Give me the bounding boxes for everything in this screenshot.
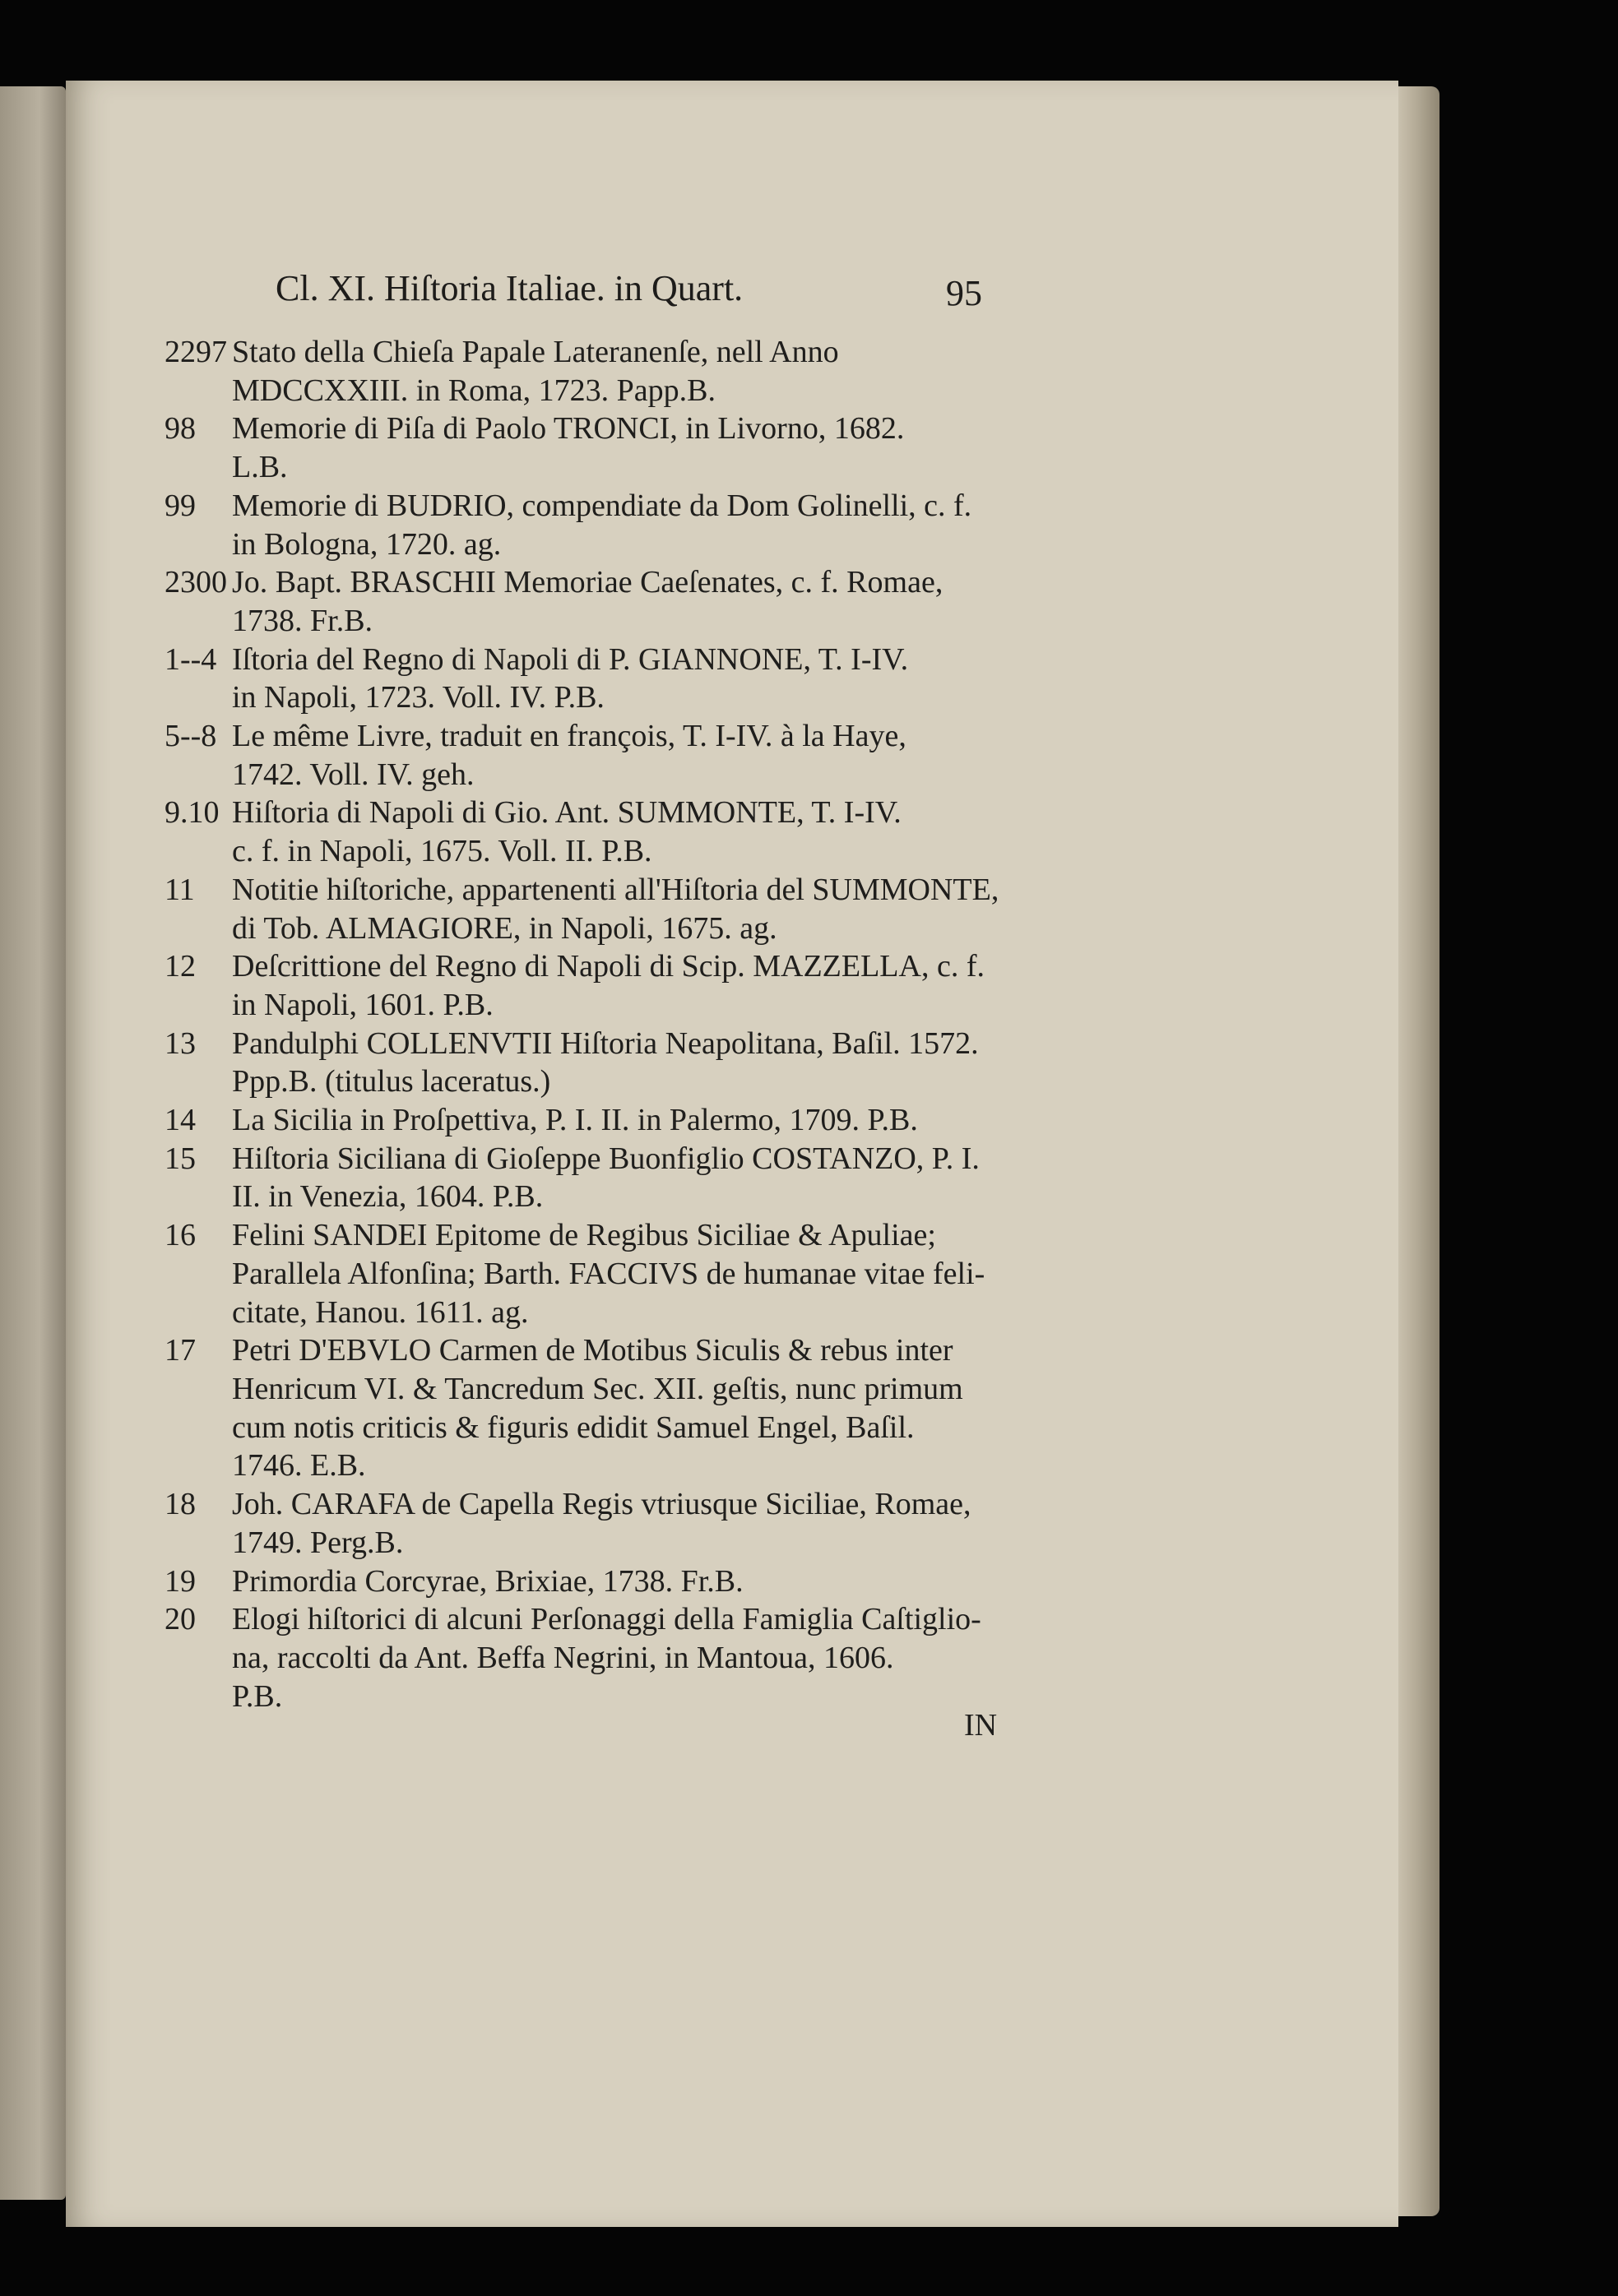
- entry-line: Deſcrittione del Regno di Napoli di Scip. MAZZELLA, c. f.: [232, 949, 985, 984]
- page-fore-edge: [1398, 86, 1440, 2216]
- entry-number: 9.10: [165, 795, 220, 831]
- entry-number: 18: [165, 1487, 196, 1522]
- entry-number: 15: [165, 1141, 196, 1176]
- catchword: IN: [964, 1708, 998, 1743]
- catalog-entry: [165, 947, 1012, 1024]
- entry-line: in Napoli, 1723. Voll. IV. P.B.: [232, 680, 605, 715]
- entry-number: 1--4: [165, 641, 217, 677]
- header-title: Cl. XI. Hiſtoria Italiae. in Quart.: [276, 268, 744, 308]
- entry-line: c. f. in Napoli, 1675. Voll. II. P.B.: [232, 834, 652, 869]
- entry-line: in Bologna, 1720. ag.: [232, 526, 502, 562]
- entry-line: Joh. CARAFA de Capella Regis vtriusque Siciliae, Romae,: [232, 1487, 971, 1522]
- entry-text: [232, 794, 1012, 870]
- entry-number: 98: [165, 411, 196, 447]
- entry-line: P.B.: [232, 1678, 283, 1714]
- entry-line: MDCCXXIII. in Roma, 1723. Papp.B.: [232, 373, 716, 408]
- running-header: [276, 267, 1098, 325]
- entry-line: L.B.: [232, 450, 288, 485]
- entry-line: Elogi hiſtorici di alcuni Perſonaggi della Famiglia Caſtiglio-: [232, 1602, 981, 1637]
- entry-number: 2300: [165, 565, 227, 600]
- catalog-entry: [165, 1140, 1012, 1216]
- entry-text: [232, 1485, 1012, 1562]
- entry-line: citate, Hanou. 1611. ag.: [232, 1294, 529, 1330]
- entry-line: na, raccolti da Ant. Beffa Negrini, in Mantoua, 1606.: [232, 1640, 894, 1675]
- entry-line: Hiſtoria Siciliana di Gioſeppe Buonfiglio COSTANZO, P. I.: [232, 1141, 980, 1176]
- catalog-entry: [165, 1025, 1012, 1101]
- entry-line: di Tob. ALMAGIORE, in Napoli, 1675. ag.: [232, 910, 777, 946]
- entry-text: [232, 410, 1012, 486]
- entry-line: Henricum VI. & Tancredum Sec. XII. geſtis, nunc primum: [232, 1371, 963, 1406]
- facing-page-edge: [0, 86, 66, 2200]
- entry-text: [232, 1562, 1012, 1601]
- entry-number: 14: [165, 1103, 196, 1138]
- entry-text: [232, 1101, 1012, 1140]
- catalog-entry: [165, 717, 1012, 794]
- catalog-entry: [165, 1562, 1012, 1601]
- catalog-entry: [165, 794, 1012, 870]
- entry-number: 17: [165, 1333, 196, 1368]
- entry-text: [232, 1025, 1012, 1101]
- entry-number: 12: [165, 949, 196, 984]
- entry-text: [232, 563, 1012, 640]
- entry-line: Stato della Chieſa Papale Lateranenſe, nell Anno: [232, 335, 839, 369]
- entry-text: [232, 1140, 1012, 1216]
- entry-line: II. in Venezia, 1604. P.B.: [232, 1179, 544, 1215]
- entry-line: Notitie hiſtoriche, appartenenti all'Hiſtoria del SUMMONTE,: [232, 872, 999, 907]
- entry-line: Le même Livre, traduit en françois, T. I-IV. à la Haye,: [232, 719, 906, 754]
- entry-number: 20: [165, 1602, 196, 1637]
- entry-line: cum notis criticis & figuris edidit Samuel Engel, Baſil.: [232, 1410, 915, 1445]
- catalog-entry: [165, 871, 1012, 947]
- entry-text: [232, 1331, 1012, 1485]
- catalog-entry: [165, 563, 1012, 640]
- entry-number: 11: [165, 872, 195, 907]
- catalog-entries: [165, 333, 1012, 1715]
- entry-line: Pandulphi COLLENVTII Hiſtoria Neapolitana, Baſil. 1572.: [232, 1025, 979, 1061]
- catalog-entry: [165, 1485, 1012, 1562]
- catalog-entry: [165, 487, 1012, 563]
- entry-number: 5--8: [165, 719, 217, 754]
- entry-text: [232, 641, 1012, 717]
- entry-line: Petri D'EBVLO Carmen de Motibus Siculis & rebus inter: [232, 1333, 953, 1368]
- entry-line: Iſtoria del Regno di Napoli di P. GIANNONE, T. I-IV.: [232, 641, 909, 677]
- entry-line: 1746. E.B.: [232, 1448, 366, 1484]
- entry-text: [232, 333, 1012, 410]
- entry-line: Ppp.B. (titulus laceratus.): [232, 1064, 551, 1099]
- entry-line: Primordia Corcyrae, Brixiae, 1738. Fr.B.: [232, 1563, 744, 1599]
- entry-text: [232, 487, 1012, 563]
- entry-line: 1742. Voll. IV. geh.: [232, 757, 475, 792]
- entry-text: [232, 1216, 1012, 1331]
- catalog-entry: [165, 1101, 1012, 1140]
- entry-text: [232, 871, 1012, 947]
- page-number: 95: [946, 273, 982, 313]
- entry-number: 2297: [165, 335, 227, 369]
- entry-line: Felini SANDEI Epitome de Regibus Siciliae & Apuliae;: [232, 1218, 936, 1253]
- catalog-entry: [165, 1600, 1012, 1715]
- catalog-entry: [165, 333, 1012, 410]
- entry-number: 16: [165, 1218, 196, 1253]
- entry-line: Jo. Bapt. BRASCHII Memoriae Caeſenates, c. f. Romae,: [232, 565, 943, 600]
- entry-text: [232, 1600, 1012, 1715]
- catalog-entry: [165, 410, 1012, 486]
- entry-line: La Sicilia in Proſpettiva, P. I. II. in Palermo, 1709. P.B.: [232, 1103, 918, 1138]
- catalog-entry: [165, 641, 1012, 717]
- entry-number: 13: [165, 1025, 196, 1061]
- entry-line: 1738. Fr.B.: [232, 603, 373, 638]
- entry-line: Hiſtoria di Napoli di Gio. Ant. SUMMONTE, T. I-IV.: [232, 795, 902, 831]
- entry-line: Memorie di Piſa di Paolo TRONCI, in Livorno, 1682.: [232, 411, 905, 447]
- entry-number: 19: [165, 1563, 196, 1599]
- entry-text: [232, 717, 1012, 794]
- catalog-entry: [165, 1331, 1012, 1485]
- entry-line: 1749. Perg.B.: [232, 1525, 404, 1560]
- catalog-entry: [165, 1216, 1012, 1331]
- entry-line: Memorie di BUDRIO, compendiate da Dom Golinelli, c. f.: [232, 488, 972, 523]
- entry-number: 99: [165, 488, 196, 523]
- entry-line: in Napoli, 1601. P.B.: [232, 987, 494, 1022]
- entry-line: Parallela Alfonſina; Barth. FACCIVS de humanae vitae feli-: [232, 1256, 985, 1291]
- entry-text: [232, 947, 1012, 1024]
